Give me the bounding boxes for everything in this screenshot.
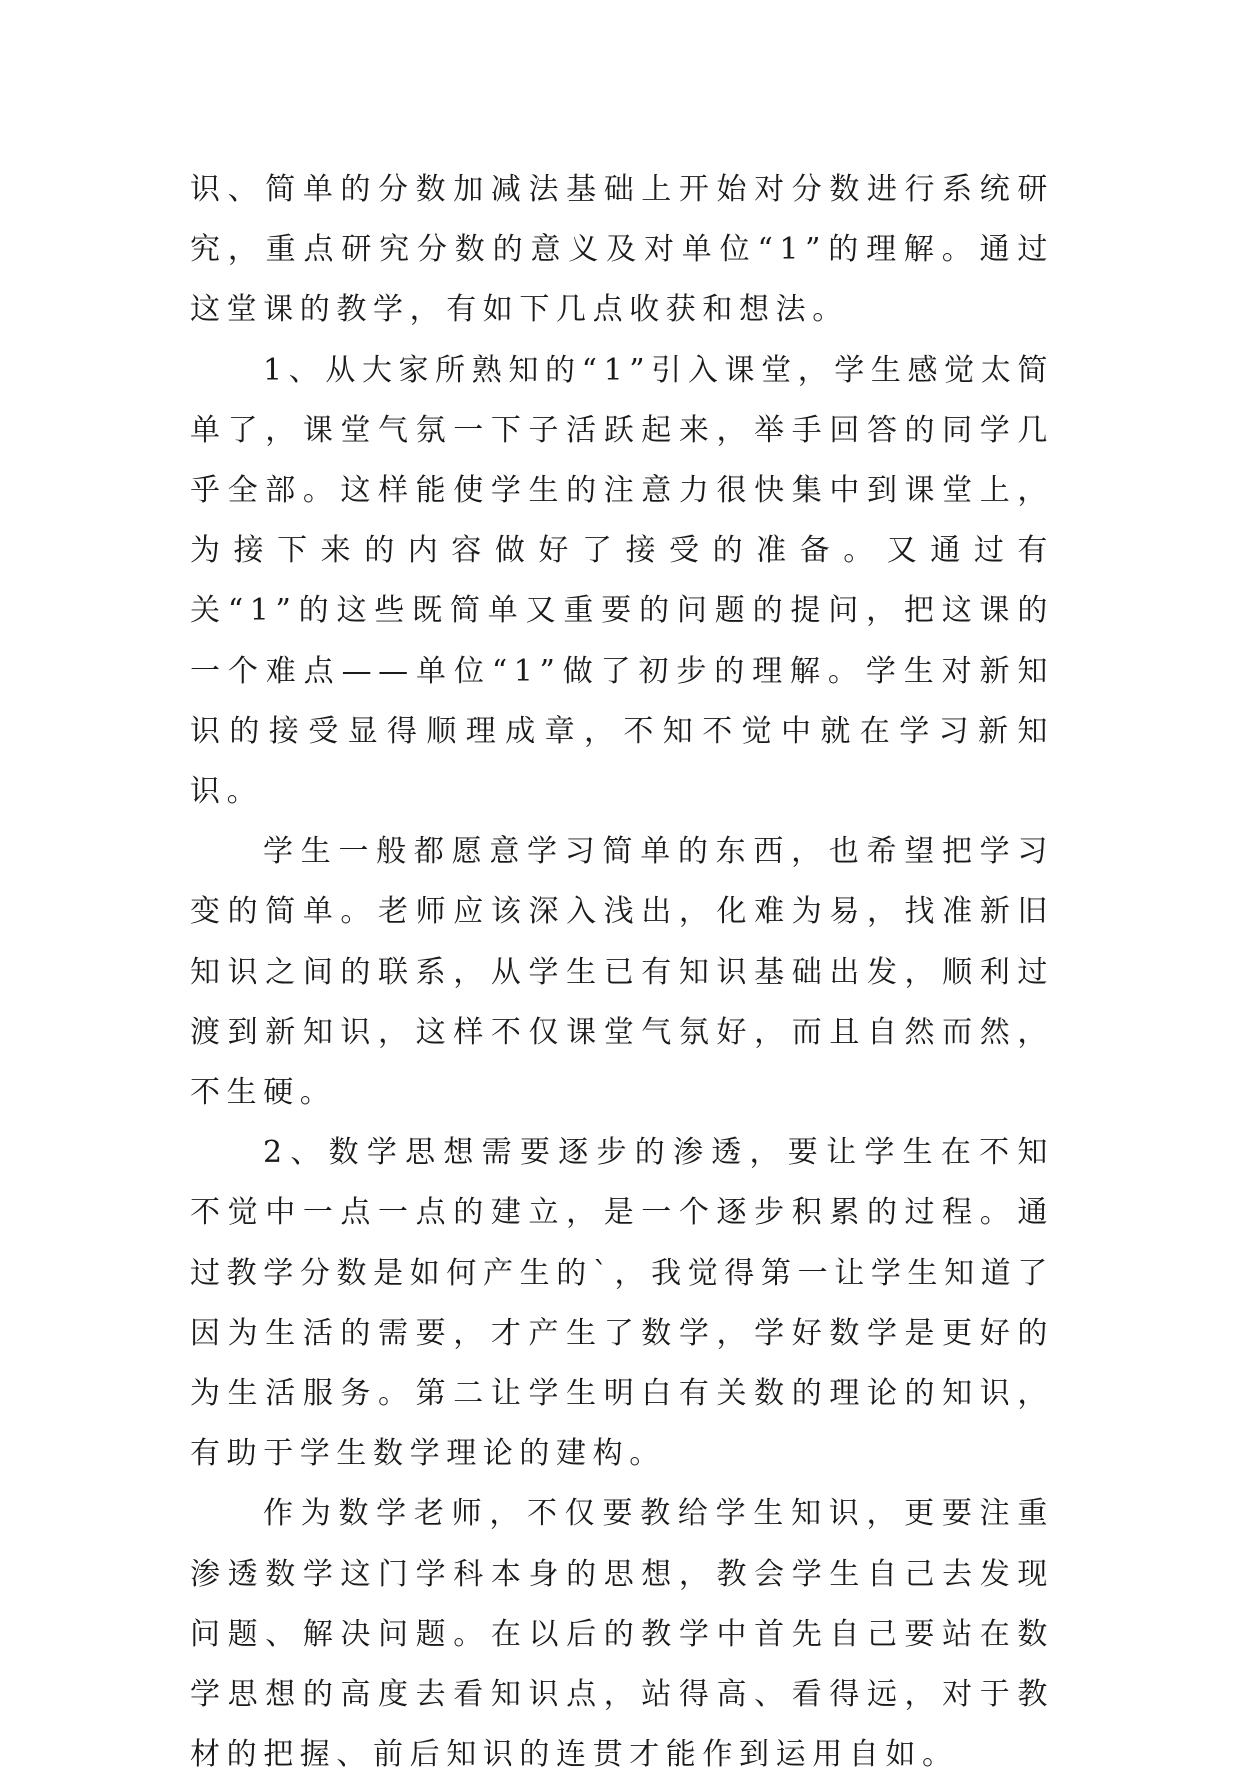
paragraph-5: 作为数学老师，不仅要教给学生知识，更要注重渗透数学这门学科本身的思想，教会学生自己去发现问题、解决问题。在以后的教学中首先自己要站在数学思想的高度去看知识点，站得高、看得远，对于教材的把握、前后知识的连贯才能作到运用自如。 (190, 1496, 1054, 1773)
paragraph-2: 1、从大家所熟知的“1”引入课堂，学生感觉太简单了，课堂气氛一下子活跃起来，举手回答的同学几乎全部。这样能使学生的注意力很快集中到课堂上，为接下来的内容做好了接受的准备。又通过有关“1”的这些既简单又重要的问题的提问，把这课的一个难点——单位“1”做了初步的理解。学生对新知识的接受显得顺理成章，不知不觉中就在学习新知识。 (190, 352, 1054, 810)
paragraph-1: 识、简单的分数加减法基础上开始对分数进行系统研究，重点研究分数的意义及对单位“1”的理解。通过这堂课的教学，有如下几点收获和想法。 (190, 172, 1054, 328)
paragraph-3: 学生一般都愿意学习简单的东西，也希望把学习变的简单。老师应该深入浅出，化难为易，找准新旧知识之间的联系，从学生已有知识基础出发，顺利过渡到新知识，这样不仅课堂气氛好，而且自然而然，不生硬。 (190, 834, 1054, 1111)
paragraph-4: 2、数学思想需要逐步的渗透，要让学生在不知不觉中一点一点的建立，是一个逐步积累的过程。通过教学分数是如何产生的`，我觉得第一让学生知道了因为生活的需要，才产生了数学，学好数学是更好的为生活服务。第二让学生明白有关数的理论的知识，有助于学生数学理论的建构。 (190, 1135, 1054, 1472)
document-body (190, 160, 1054, 1785)
